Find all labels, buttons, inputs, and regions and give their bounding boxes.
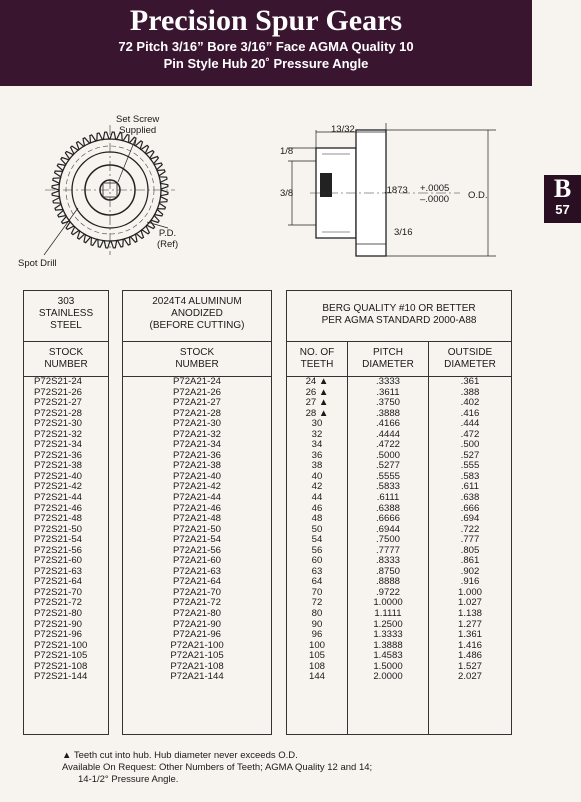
stock-number: P72S21-34 bbox=[34, 439, 83, 451]
stock-number: P72A21-34 bbox=[172, 439, 221, 451]
stock-number: P72A21-26 bbox=[172, 386, 221, 398]
bore-tolerance: +.0005 –.0000 bbox=[420, 183, 450, 205]
teeth-count: 64 bbox=[311, 576, 323, 588]
pitch-diameter: .6111 bbox=[376, 492, 400, 504]
spot-drill-label: Spot Drill bbox=[18, 258, 57, 269]
outside-diameter: 1.527 bbox=[457, 660, 482, 672]
teeth-count: 24 ▲ bbox=[305, 376, 329, 387]
footnote-line-2: Available On Request: Other Numbers of Teeth; AGMA Quality 12 and 14; bbox=[62, 762, 373, 773]
stock-number: P72S21-90 bbox=[34, 618, 83, 630]
stock-number: P72S21-108 bbox=[34, 660, 88, 672]
outside-diameter: .694 bbox=[460, 513, 480, 525]
outside-diameter: .361 bbox=[460, 376, 480, 387]
outside-diameter: .638 bbox=[460, 492, 480, 504]
pitch-diameter: .3333 bbox=[375, 376, 400, 387]
stock-number: P72A21-42 bbox=[172, 481, 221, 493]
stock-number: P72A21-27 bbox=[172, 397, 221, 409]
pitch-diameter: .3888 bbox=[375, 407, 400, 419]
teeth-count: 48 bbox=[311, 513, 323, 525]
teeth-count: 38 bbox=[311, 460, 323, 472]
pitch-diameter: .7500 bbox=[375, 534, 400, 546]
pitch-diameter: .8750 bbox=[375, 565, 400, 577]
quality-col-headings bbox=[287, 342, 511, 377]
teeth-count: 30 bbox=[311, 418, 323, 430]
teeth-count: 105 bbox=[308, 650, 325, 662]
stock-number: P72S21-27 bbox=[34, 397, 83, 409]
stock-number: P72S21-48 bbox=[34, 513, 83, 525]
pitch-diameter: .3611 bbox=[376, 386, 400, 398]
page-title: Precision Spur Gears bbox=[129, 4, 403, 37]
footnote-line-3: 14-1/2° Pressure Angle. bbox=[78, 774, 179, 785]
teeth-col-heading: NO. OF TEETH bbox=[287, 342, 348, 376]
teeth-count: 72 bbox=[311, 597, 323, 609]
aluminum-heading: 2024T4 ALUMINUM ANODIZED (BEFORE CUTTING) bbox=[123, 291, 271, 342]
teeth-count: 26 ▲ bbox=[305, 386, 329, 398]
stock-number: P72S21-36 bbox=[34, 449, 83, 461]
stock-number: P72A21-36 bbox=[172, 449, 221, 461]
stock-number: P72S21-70 bbox=[34, 586, 83, 598]
pitch-diameter: .8888 bbox=[375, 576, 400, 588]
teeth-count: 42 bbox=[311, 481, 323, 493]
outside-diameter: .527 bbox=[460, 449, 480, 461]
section-tab bbox=[544, 175, 581, 223]
stock-number: P72A21-44 bbox=[172, 492, 221, 504]
bore-dim: .1873 bbox=[384, 185, 408, 196]
pitch-diameter: .6944 bbox=[375, 523, 400, 535]
hub-height-dim: 3/8 bbox=[280, 188, 294, 199]
outside-diameter: 1.027 bbox=[457, 597, 482, 609]
stock-number: P72S21-26 bbox=[34, 386, 83, 398]
stock-number: P72S21-63 bbox=[34, 565, 83, 577]
stainless-table bbox=[23, 290, 109, 735]
stock-number: P72S21-44 bbox=[34, 492, 83, 504]
teeth-count: 56 bbox=[311, 544, 323, 556]
footnote-line-1: ▲ Teeth cut into hub. Hub diameter never exceeds O.D. bbox=[62, 750, 298, 761]
pitch-diameter: .5555 bbox=[375, 470, 400, 482]
teeth-count: 50 bbox=[311, 523, 323, 535]
stock-number: P72A21-56 bbox=[172, 544, 221, 556]
teeth-count: 54 bbox=[311, 534, 323, 546]
od-col-heading: OUTSIDE DIAMETER bbox=[444, 347, 496, 370]
stock-number: P72S21-42 bbox=[34, 481, 83, 493]
pitch-diameter: .7777 bbox=[375, 544, 400, 556]
stock-number: P72A21-80 bbox=[172, 608, 221, 620]
teeth-count: 100 bbox=[308, 639, 325, 651]
stock-number: P72A21-63 bbox=[172, 565, 221, 577]
stock-number: P72S21-30 bbox=[34, 418, 83, 430]
title-banner bbox=[0, 0, 532, 86]
outside-diameter: .777 bbox=[460, 534, 480, 546]
stock-number: P72A21-60 bbox=[172, 555, 221, 567]
pitch-diameter: 2.0000 bbox=[373, 671, 403, 683]
quality-heading: BERG QUALITY #10 OR BETTER PER AGMA STANDARD 2000-A88 bbox=[287, 291, 511, 342]
teeth-count: 70 bbox=[311, 586, 323, 598]
stock-number: P72A21-90 bbox=[172, 618, 221, 630]
teeth-count: 46 bbox=[311, 502, 323, 514]
outside-diameter: .902 bbox=[460, 565, 480, 577]
pitch-diameter: .8333 bbox=[375, 555, 400, 567]
pitch-diameter: .4166 bbox=[375, 418, 400, 430]
teeth-count: 96 bbox=[311, 629, 323, 641]
teeth-count: 36 bbox=[311, 449, 323, 461]
teeth-count: 144 bbox=[308, 671, 325, 683]
stock-number: P72S21-72 bbox=[34, 597, 83, 609]
stock-number: P72S21-54 bbox=[34, 534, 83, 546]
stock-number: P72A21-32 bbox=[172, 428, 221, 440]
stock-number: P72A21-108 bbox=[170, 660, 224, 672]
stock-number: P72S21-64 bbox=[34, 576, 83, 588]
pitch-diameter: .9722 bbox=[375, 586, 400, 598]
pitch-diameter: .4444 bbox=[375, 428, 400, 440]
section-letter: B bbox=[553, 174, 572, 203]
outside-diameter: 1.416 bbox=[457, 639, 482, 651]
pitch-diameter: 1.2500 bbox=[373, 618, 403, 630]
pitch-diameter: .6666 bbox=[375, 513, 400, 525]
pitch-diameter: 1.0000 bbox=[373, 597, 403, 609]
teeth-count: 44 bbox=[311, 492, 323, 504]
stock-number: P72S21-96 bbox=[34, 629, 83, 641]
outside-diameter: .916 bbox=[460, 576, 480, 588]
stock-number: P72A21-46 bbox=[172, 502, 221, 514]
pitch-diameter-label: P.D. (Ref) bbox=[157, 228, 179, 250]
stainless-heading: 303 STAINLESS STEEL bbox=[24, 291, 108, 342]
stock-number: P72S21-105 bbox=[34, 650, 88, 662]
quality-table bbox=[286, 290, 512, 735]
stock-number: P72S21-28 bbox=[34, 407, 83, 419]
footnote bbox=[62, 750, 372, 786]
outside-diameter: .666 bbox=[460, 502, 480, 514]
pitch-diameter: .3750 bbox=[375, 397, 400, 409]
stainless-list bbox=[24, 377, 108, 683]
outside-diameter: 1.277 bbox=[457, 618, 482, 630]
stock-number: P72A21-28 bbox=[172, 407, 221, 419]
pitch-diameter: 1.3888 bbox=[373, 639, 403, 651]
stock-number: P72A21-100 bbox=[170, 639, 224, 651]
aluminum-list bbox=[123, 377, 271, 683]
outside-diameter: .555 bbox=[460, 460, 480, 472]
outside-diameter: 2.027 bbox=[457, 671, 482, 683]
stock-number: P72A21-48 bbox=[172, 513, 221, 525]
stock-number: P72S21-24 bbox=[34, 376, 83, 387]
teeth-list bbox=[287, 377, 347, 683]
spec-line-2: Pin Style Hub 20˚ Pressure Angle bbox=[163, 56, 369, 71]
outside-diameter: .388 bbox=[460, 386, 480, 398]
od-list bbox=[429, 377, 511, 683]
stock-number: P72S21-50 bbox=[34, 523, 83, 535]
stock-number: P72S21-144 bbox=[34, 671, 88, 683]
teeth-count: 32 bbox=[311, 428, 323, 440]
outside-diameter: 1.138 bbox=[457, 608, 482, 620]
pitch-diameter: .5833 bbox=[375, 481, 400, 493]
page-number: 57 bbox=[555, 202, 570, 217]
outside-diameter: .402 bbox=[460, 397, 480, 409]
hub-top-dim: 1/8 bbox=[280, 146, 294, 157]
pitch-diameter: .6388 bbox=[375, 502, 400, 514]
teeth-count: 27 ▲ bbox=[305, 397, 329, 409]
stock-number: P72S21-46 bbox=[34, 502, 83, 514]
stock-number: P72A21-72 bbox=[172, 597, 221, 609]
aluminum-col-heading: STOCK NUMBER bbox=[123, 342, 271, 377]
teeth-count: 80 bbox=[311, 608, 323, 620]
teeth-count: 40 bbox=[311, 470, 323, 482]
stock-number: P72S21-56 bbox=[34, 544, 83, 556]
teeth-count: 34 bbox=[311, 439, 323, 451]
teeth-count: 28 ▲ bbox=[305, 407, 329, 419]
outside-diameter: .805 bbox=[460, 544, 480, 556]
stock-number: P72A21-38 bbox=[172, 460, 221, 472]
pitch-diameter: 1.3333 bbox=[373, 629, 403, 641]
outside-diameter: .861 bbox=[460, 555, 480, 567]
od-dim: O.D. bbox=[468, 190, 488, 201]
stock-number: P72S21-38 bbox=[34, 460, 83, 472]
outside-diameter: .444 bbox=[460, 418, 480, 430]
teeth-count: 63 bbox=[311, 565, 323, 577]
stock-number: P72A21-96 bbox=[172, 629, 221, 641]
outside-diameter: 1.000 bbox=[457, 586, 482, 598]
outside-diameter: 1.486 bbox=[457, 650, 482, 662]
teeth-count: 60 bbox=[311, 555, 323, 567]
pitch-diameter: .5000 bbox=[375, 449, 400, 461]
set-screw-label: Set Screw Supplied bbox=[116, 114, 160, 136]
outside-diameter: .416 bbox=[460, 407, 480, 419]
stock-number: P72A21-30 bbox=[172, 418, 221, 430]
stock-number: P72A21-54 bbox=[172, 534, 221, 546]
teeth-count: 90 bbox=[311, 618, 323, 630]
pitch-diameter: .5277 bbox=[375, 460, 400, 472]
outside-diameter: .500 bbox=[460, 439, 480, 451]
outside-diameter: .472 bbox=[460, 428, 480, 440]
outside-diameter: 1.361 bbox=[457, 629, 482, 641]
spec-line-1: 72 Pitch 3/16” Bore 3/16” Face AGMA Quality 10 bbox=[118, 39, 414, 54]
teeth-count: 108 bbox=[308, 660, 325, 672]
aluminum-table bbox=[122, 290, 272, 735]
outside-diameter: .722 bbox=[460, 523, 480, 535]
stock-number: P72S21-100 bbox=[34, 639, 88, 651]
stainless-col-heading: STOCK NUMBER bbox=[24, 342, 108, 377]
pitch-list bbox=[348, 377, 428, 683]
stock-number: P72S21-80 bbox=[34, 608, 83, 620]
pitch-diameter: 1.4583 bbox=[373, 650, 403, 662]
pitch-diameter: 1.1111 bbox=[374, 608, 402, 620]
stock-number: P72A21-105 bbox=[170, 650, 224, 662]
outside-diameter: .583 bbox=[460, 470, 480, 482]
pitch-col-heading: PITCH DIAMETER bbox=[348, 342, 429, 376]
stock-number: P72S21-40 bbox=[34, 470, 83, 482]
stock-number: P72S21-60 bbox=[34, 555, 83, 567]
stock-number: P72A21-144 bbox=[170, 671, 224, 683]
pitch-diameter: 1.5000 bbox=[373, 660, 403, 672]
stock-number: P72A21-40 bbox=[172, 470, 221, 482]
hub-length-dim: 13/32 bbox=[331, 124, 355, 135]
stock-number: P72A21-24 bbox=[172, 376, 221, 387]
outside-diameter: .611 bbox=[461, 481, 479, 493]
stock-number: P72S21-32 bbox=[34, 428, 83, 440]
stock-number: P72A21-50 bbox=[172, 523, 221, 535]
stock-number: P72A21-70 bbox=[172, 586, 221, 598]
pitch-diameter: .4722 bbox=[375, 439, 400, 451]
stock-number: P72A21-64 bbox=[172, 576, 221, 588]
face-width-dim: 3/16 bbox=[394, 227, 413, 238]
